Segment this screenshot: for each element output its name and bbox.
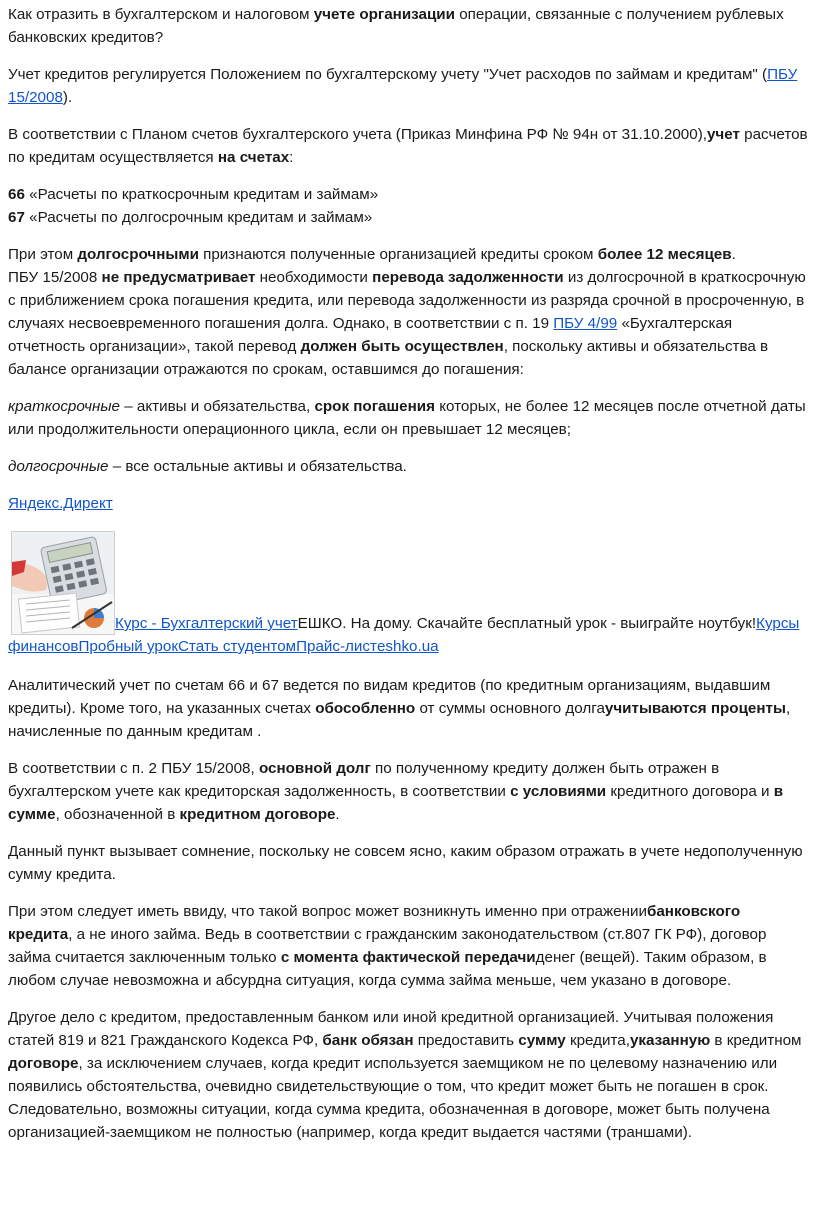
- bold-text: банк обязан: [322, 1032, 414, 1049]
- price-list-link[interactable]: Прайс-лист: [296, 638, 377, 655]
- text: .: [335, 806, 340, 823]
- text: При этом следует иметь ввиду, что такой вопрос может возникнуть именно при отражении: [8, 903, 647, 920]
- text: в кредитном: [710, 1032, 802, 1049]
- bold-text: с условиями: [510, 783, 607, 800]
- text: , за исключением случаев, когда кредит используется заемщиком не по целевому назначению или появились обстоятельства, очевидно свидетельствующие о том, что кредит может быть не погашен в срок. Следовательно, возможны ситуации, когда сумма кредита, обозначенная в договоре, может быть получена организацией-заемщиком не полностью (например, когда кредит выдается частями (траншами).: [8, 1055, 778, 1141]
- text: .: [731, 246, 736, 263]
- ad-label-line: [8, 492, 808, 515]
- text: Как отразить в бухгалтерском и налоговом: [8, 6, 314, 23]
- ad-text: ЕШКО. На дому. Скачайте бесплатный урок - выиграйте ноутбук!: [297, 615, 757, 632]
- accounts-list: [8, 183, 808, 229]
- text: кредитного договора и: [606, 783, 774, 800]
- pbu-15-2008-link[interactable]: ПБУ 15/2008: [8, 66, 798, 106]
- text: «Бухгалтерская отчетность организации», такой перевод: [8, 315, 733, 355]
- bold-text: перевода задолженности: [372, 269, 564, 286]
- text: В соответствии с п. 2 ПБУ 15/2008,: [8, 760, 259, 777]
- bold-text: указанную: [629, 1032, 711, 1049]
- account-number: 66: [8, 186, 25, 203]
- text: , начисленные по данным кредитам .: [8, 700, 791, 740]
- paragraph-regulation: [8, 63, 808, 109]
- bold-text: более 12 месяцев: [597, 246, 732, 263]
- text: которых, не более 12 месяцев после отчетной даты или продолжительности операционного цикла, если он превышает 12 месяцев;: [8, 398, 806, 438]
- bold-text: должен быть осуществлен: [300, 338, 504, 355]
- text: В соответствии с Планом счетов бухгалтерского учета (Приказ Минфина РФ № 94н от 31.10.2000),: [8, 126, 707, 143]
- paragraph-other-case: [8, 1006, 808, 1144]
- become-student-link[interactable]: Стать студентом: [177, 638, 297, 655]
- text: из долгосрочной в краткосрочную с приближением срока погашения кредита, или перевода задолженности из разряда срочной в просроченную, в случаях несвоевременного погашения долга. Однако, в соответствии с п. 19: [8, 269, 806, 332]
- bold-text: долгосрочными: [77, 246, 199, 263]
- text: :: [289, 149, 294, 166]
- text: Данный пункт вызывает сомнение, поскольку не совсем ясно, каким образом отражать в учете недополученную сумму кредита.: [8, 843, 803, 883]
- text: операции, связанные с получением рублевых банковских кредитов?: [8, 6, 784, 46]
- italic-term: долгосрочные: [8, 458, 109, 475]
- text: денег (вещей). Таким образом, в любом случае невозможна и абсурдна ситуация, когда сумма займа меньше, чем указано в договоре.: [8, 949, 767, 989]
- bold-text: учет: [706, 126, 740, 143]
- text: ).: [62, 89, 73, 106]
- paragraph-bank-credit: [8, 900, 808, 992]
- text: необходимости: [255, 269, 373, 286]
- bold-text: обособленно: [315, 700, 416, 717]
- paragraph-principal-debt: [8, 757, 808, 826]
- bold-text: основной долг: [258, 760, 371, 777]
- bold-text: с момента фактической передачи: [280, 949, 536, 966]
- paragraph-chart-of-accounts: [8, 123, 808, 169]
- text: от суммы основного долга: [415, 700, 605, 717]
- text: Учет кредитов регулируется Положением по бухгалтерскому учету "Учет расходов по займам и кредитам" (: [8, 66, 768, 83]
- account-number: 67: [8, 209, 25, 226]
- calculator-photo-icon[interactable]: [11, 531, 115, 635]
- text: Аналитический учет по счетам 66 и 67 ведется по видам кредитов (по кредитным организациям, выдавшим кредиты). Кроме того, на указанных счетах: [8, 677, 771, 717]
- paragraph-doubt: [8, 840, 808, 886]
- text: – активы и обязательства,: [119, 398, 315, 415]
- italic-term: краткосрочные: [8, 398, 120, 415]
- bold-text: банковского кредита: [8, 903, 741, 943]
- bold-text: не предусматривает: [101, 269, 256, 286]
- paragraph-short-term-definition: [8, 395, 808, 441]
- bold-text: на счетах: [217, 149, 290, 166]
- paragraph-long-term-definition: [8, 455, 808, 478]
- course-accounting-link[interactable]: Курс - Бухгалтерский учет: [115, 615, 298, 632]
- bold-text: кредитном договоре: [179, 806, 336, 823]
- yandex-direct-ad: [8, 492, 808, 658]
- text: кредита,: [565, 1032, 630, 1049]
- text: – все остальные активы и обязательства.: [108, 458, 407, 475]
- text: , а не иного займа. Ведь в соответствии с гражданским законодательством (ст.807 ГК РФ), договор займа считается заключенным только: [8, 926, 767, 966]
- bold-text: учете организации: [313, 6, 455, 23]
- text: , поскольку активы и обязательства в балансе организации отражаются по срокам, оставшимся до погашения:: [8, 338, 769, 378]
- account-name: «Расчеты по краткосрочным кредитам и займам»: [24, 186, 379, 203]
- ad-content: [8, 531, 808, 658]
- document-body: [8, 3, 808, 1158]
- text: , обозначенной в: [55, 806, 180, 823]
- bold-text: учитываются проценты: [604, 700, 786, 717]
- text: При этом: [8, 246, 78, 263]
- paragraph-long-term: [8, 243, 808, 381]
- text: по полученному кредиту должен быть отражен в бухгалтерском учете как кредиторская задолженность, в соответствии: [8, 760, 720, 800]
- paragraph-analytics: [8, 674, 808, 743]
- account-name: «Расчеты по долгосрочным кредитам и займам»: [24, 209, 373, 226]
- trial-lesson-link[interactable]: Пробный урок: [78, 638, 178, 655]
- pbu-4-99-link[interactable]: ПБУ 4/99: [553, 315, 618, 332]
- text: признаются полученные организацией кредиты сроком: [198, 246, 598, 263]
- text: предоставить: [413, 1032, 519, 1049]
- bold-text: срок погашения: [314, 398, 435, 415]
- text: расчетов по кредитам осуществляется: [8, 126, 808, 166]
- eshko-site-link[interactable]: eshko.ua: [376, 638, 439, 655]
- text: ПБУ 15/2008: [8, 269, 102, 286]
- bold-text: договоре: [8, 1055, 79, 1072]
- yandex-direct-link[interactable]: Яндекс.Директ: [8, 495, 113, 512]
- paragraph-question: [8, 3, 808, 49]
- text: Другое дело с кредитом, предоставленным банком или иной кредитной организацией. Учитывая положения статей 819 и 821 Гражданского Кодекса РФ,: [8, 1009, 774, 1049]
- bold-text: сумму: [518, 1032, 566, 1049]
- finance-courses-link[interactable]: Курсы финансов: [8, 615, 800, 655]
- bold-text: в сумме: [8, 783, 784, 823]
